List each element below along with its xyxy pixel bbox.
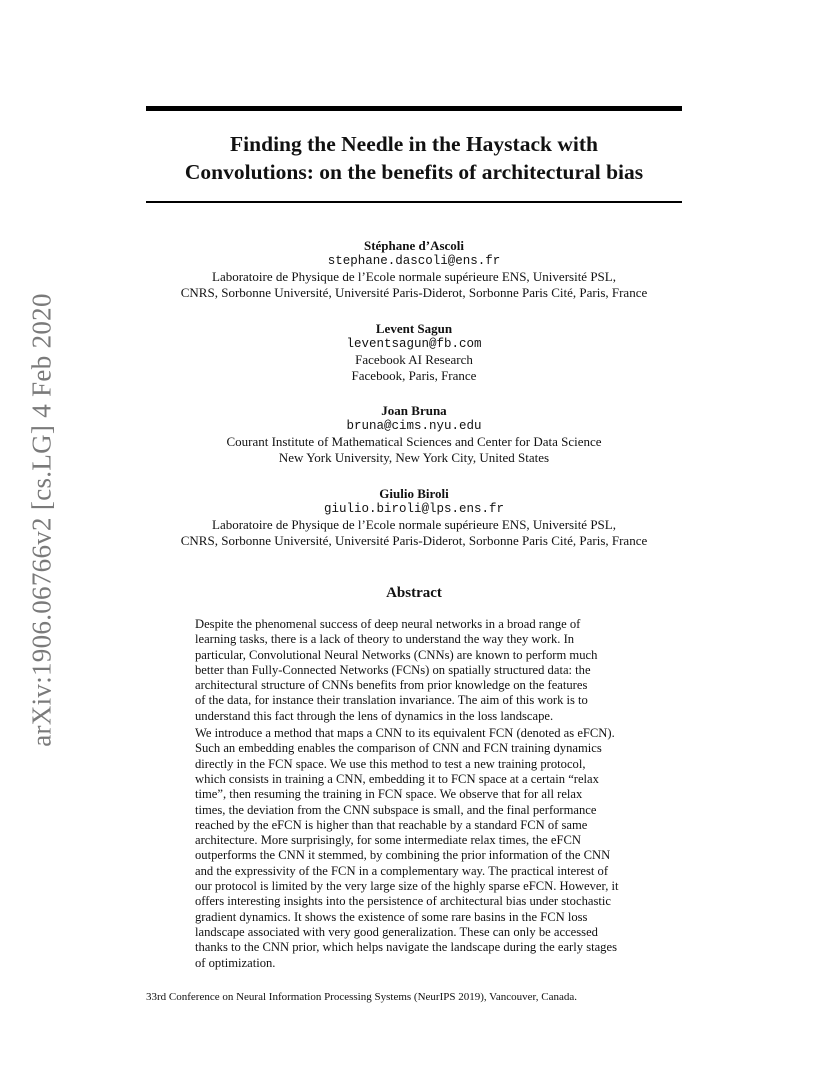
title-bottom-rule xyxy=(146,201,682,203)
author-name: Joan Bruna xyxy=(381,403,447,418)
abstract-line: architecture. More surprisingly, for some intermediate relax times, the eFCN xyxy=(195,833,581,848)
author-email: giulio.biroli@lps.ens.fr xyxy=(323,501,505,516)
title-line-2: Convolutions: on the benefits of architectural bias xyxy=(184,160,644,184)
abstract-body xyxy=(195,617,634,973)
abstract-line: particular, Convolutional Neural Networks (CNNs) are known to perform much xyxy=(195,647,598,662)
title-line-1: Finding the Needle in the Haystack with xyxy=(230,132,598,156)
author-name: Levent Sagun xyxy=(375,321,453,336)
abstract-line: better than Fully-Connected Networks (FCNs) on spatially structured data: the xyxy=(195,662,591,677)
abstract-paragraph-1 xyxy=(195,617,634,724)
abstract-line: gradient dynamics. It shows the existence of some rare basins in the FCN loss xyxy=(195,909,588,924)
author-affiliation-line: Laboratoire de Physique de l’Ecole normale supérieure ENS, Université PSL, xyxy=(212,269,616,284)
abstract-line: thanks to the CNN prior, which helps navigate the landscape during the early stages xyxy=(195,940,617,955)
abstract-line: of the data, for instance their translation invariance. The aim of this work is to xyxy=(195,693,588,708)
abstract-line: time”, then resuming the training in FCN space. We observe that for all relax xyxy=(195,787,583,802)
author-affiliation-line: CNRS, Sorbonne Université, Université Paris-Diderot, Sorbonne Paris Cité, Paris, France xyxy=(180,284,648,300)
author-affiliation-line: New York University, New York City, United States xyxy=(278,449,550,465)
author-block-2 xyxy=(100,321,728,383)
abstract-heading: Abstract xyxy=(386,585,442,601)
conference-footnote: 33rd Conference on Neural Information Processing Systems (NeurIPS 2019), Vancouver, Canada. xyxy=(146,991,578,1003)
author-affiliation-line: Facebook, Paris, France xyxy=(351,367,477,383)
abstract-line: Despite the phenomenal success of deep neural networks in a broad range of xyxy=(195,617,581,631)
abstract-line: offers interesting insights into the persistence of architectural bias under stochastic xyxy=(195,894,611,909)
abstract-line: learning tasks, there is a lack of theory to understand the way they work. In xyxy=(195,632,575,647)
abstract-line: landscape associated with very good generalization. These can only be accessed xyxy=(195,924,598,939)
arxiv-identifier-stamp: arXiv:1906.06766v2 [cs.LG] 4 Feb 2020 xyxy=(26,293,57,747)
abstract-line: architectural structure of CNNs benefits from prior knowledge on the features xyxy=(195,678,588,693)
abstract-line: times, the deviation from the CNN subspace is small, and the final performance xyxy=(195,802,597,817)
author-block-1 xyxy=(100,238,728,300)
abstract-line: outperforms the CNN it stemmed, by combining the prior information of the CNN xyxy=(195,848,611,863)
author-affiliation-line: Laboratoire de Physique de l’Ecole normale supérieure ENS, Université PSL, xyxy=(212,517,616,532)
author-affiliation-line: Facebook AI Research xyxy=(355,352,473,367)
author-email: bruna@cims.nyu.edu xyxy=(346,418,482,433)
abstract-line: our protocol is limited by the very large size of the highly sparse eFCN. However, it xyxy=(195,879,619,894)
title-top-rule xyxy=(146,106,682,111)
paper-title xyxy=(146,130,682,186)
abstract-line: reached by the eFCN is higher than that reachable by a standard FCN of same xyxy=(195,817,588,832)
abstract-line: which consists in training a CNN, embedding it to FCN space at a certain “relax xyxy=(195,771,599,786)
abstract-line: of optimization. xyxy=(195,955,276,970)
abstract-line: understand this fact through the lens of dynamics in the loss landscape. xyxy=(195,708,554,723)
abstract-paragraph-2 xyxy=(195,726,634,971)
author-email: leventsagun@fb.com xyxy=(346,336,482,351)
author-name: Giulio Biroli xyxy=(379,486,449,501)
author-affiliation-line: CNRS, Sorbonne Université, Université Paris-Diderot, Sorbonne Paris Cité, Paris, France xyxy=(180,532,648,548)
author-name: Stéphane d’Ascoli xyxy=(363,238,465,253)
author-affiliation-line: Courant Institute of Mathematical Sciences and Center for Data Science xyxy=(226,434,602,449)
abstract-line: directly in the FCN space. We use this method to test a new training protocol, xyxy=(195,756,586,771)
abstract-line: and the expressivity of the FCN in a complementary way. The practical interest of xyxy=(195,863,609,878)
author-block-3 xyxy=(100,403,728,465)
abstract-line: Such an embedding enables the comparison of CNN and FCN training dynamics xyxy=(195,741,602,756)
author-email: stephane.dascoli@ens.fr xyxy=(327,253,501,268)
author-block-4 xyxy=(100,486,728,548)
abstract-line: We introduce a method that maps a CNN to its equivalent FCN (denoted as eFCN). xyxy=(195,726,615,741)
